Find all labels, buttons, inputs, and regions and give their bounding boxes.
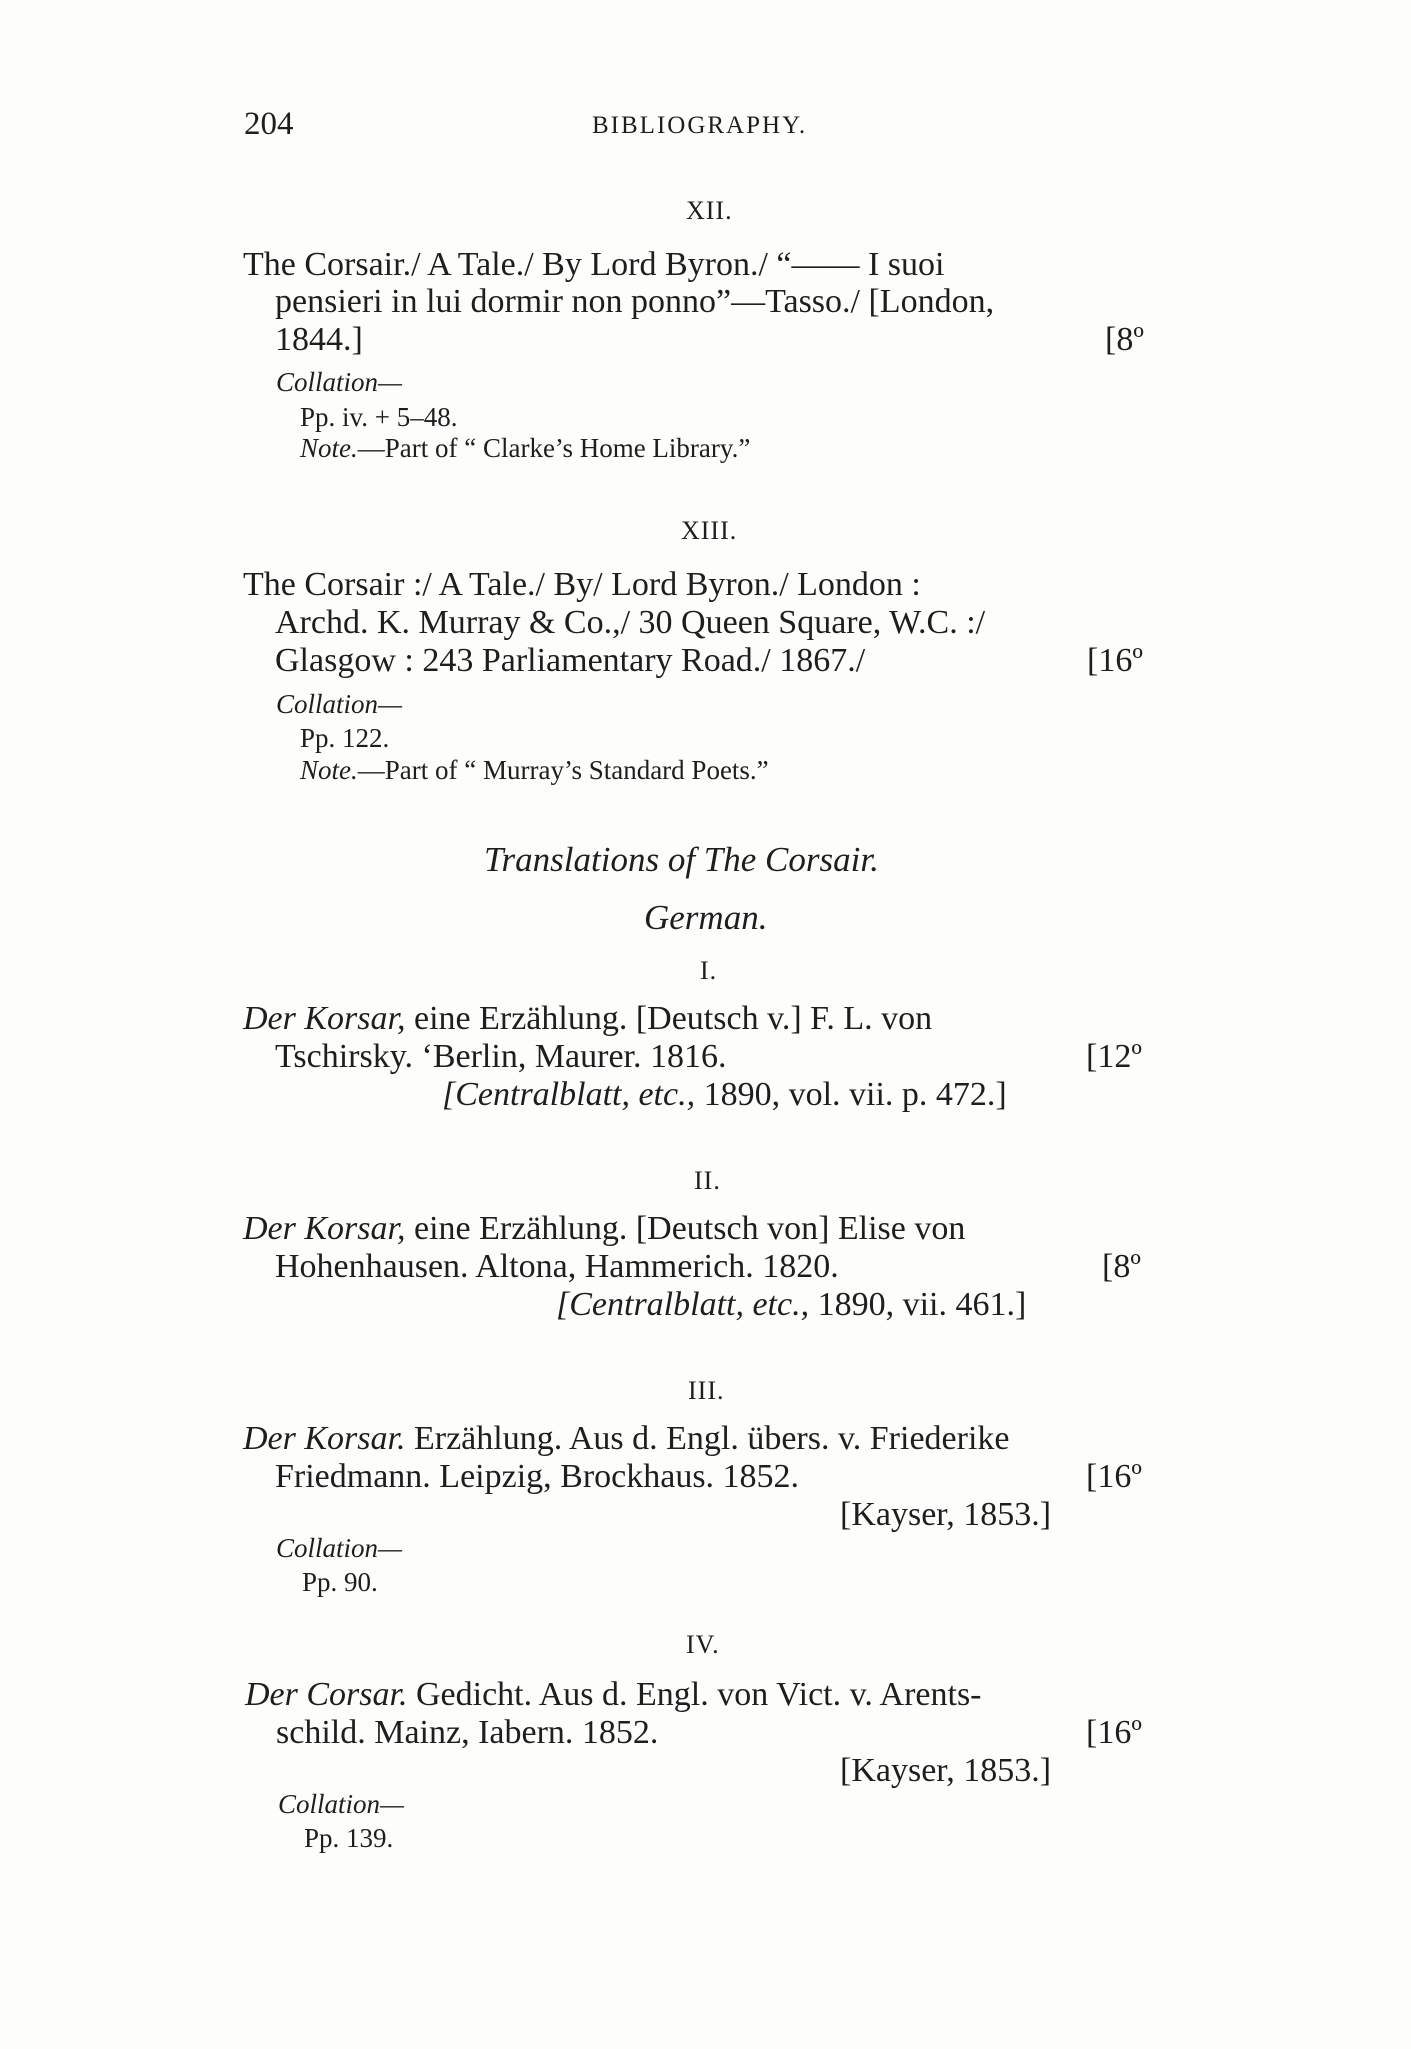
- entry-line: Hohenhausen. Altona, Hammerich. 1820.: [275, 1248, 839, 1285]
- note-text: —Part of “ Murray’s Standard Poets.”: [357, 755, 769, 785]
- translation-title: Der Corsar.: [245, 1676, 408, 1713]
- entry-text: Gedicht. Aus d. Engl. von Vict. v. Arents-: [407, 1676, 982, 1713]
- reference-source: [Centralblatt, etc.,: [556, 1286, 810, 1323]
- entry-line: The Corsair :/ A Tale./ By/ Lord Byron./ London :: [243, 566, 921, 603]
- reference: [556, 1286, 1026, 1324]
- reference: [442, 1076, 1007, 1114]
- note-label: Note.: [300, 755, 358, 785]
- entry-numeral: XIII.: [681, 516, 738, 545]
- entry-line: The Corsair./ A Tale./ By Lord Byron./ “—— I suoi: [243, 246, 945, 283]
- entry-line: Tschirsky. ‘Berlin, Maurer. 1816.: [275, 1038, 727, 1075]
- collation-label: Collation—: [276, 1533, 403, 1563]
- format-note: [8º: [1102, 1248, 1141, 1285]
- collation-label: Collation—: [276, 367, 403, 397]
- reference-detail: 1890, vol. vii. p. 472.]: [695, 1076, 1007, 1113]
- language-heading: German.: [644, 898, 768, 937]
- entry-line: 1844.]: [275, 321, 363, 358]
- reference-detail: 1890, vii. 461.]: [809, 1286, 1027, 1323]
- format-note: [16º: [1086, 1458, 1142, 1495]
- entry-numeral: I.: [700, 956, 718, 985]
- entry-numeral: XII.: [686, 196, 733, 225]
- entry-numeral: IV.: [686, 1630, 720, 1659]
- entry-line: Glasgow : 243 Parliamentary Road./ 1867./: [275, 642, 866, 679]
- collation-label: Collation—: [278, 1789, 405, 1819]
- entry-numeral: III.: [688, 1376, 725, 1405]
- reference-source: [Centralblatt, etc.,: [442, 1076, 696, 1113]
- entry-line: [243, 1420, 1009, 1458]
- entry-note: [300, 432, 750, 464]
- entry-line: pensieri in lui dormir non ponno”—Tasso./ [London,: [275, 283, 995, 320]
- reference: [Kayser, 1853.]: [840, 1496, 1052, 1533]
- entry-numeral: II.: [694, 1166, 721, 1195]
- entry-text: Erzählung. Aus d. Engl. übers. v. Friederike: [405, 1420, 1010, 1457]
- entry-line: [245, 1676, 982, 1714]
- entry-line: [243, 1000, 932, 1038]
- collation-pages: Pp. 139.: [304, 1823, 394, 1853]
- collation-pages: Pp. 90.: [302, 1567, 378, 1597]
- entry-text: eine Erzählung. [Deutsch von] Elise von: [405, 1210, 966, 1247]
- collation-label: Collation—: [276, 689, 403, 719]
- entry-line: schild. Mainz, Iabern. 1852.: [276, 1714, 659, 1751]
- translation-title: Der Korsar,: [243, 1000, 406, 1037]
- running-title: BIBLIOGRAPHY.: [592, 112, 808, 139]
- entry-note: [300, 754, 769, 786]
- collation-pages: Pp. 122.: [300, 723, 390, 753]
- translation-title: Der Korsar,: [243, 1210, 406, 1247]
- note-text: —Part of “ Clarke’s Home Library.”: [357, 433, 751, 463]
- entry-line: [243, 1210, 965, 1248]
- entry-text: eine Erzählung. [Deutsch v.] F. L. von: [405, 1000, 933, 1037]
- entry-line: Friedmann. Leipzig, Brockhaus. 1852.: [275, 1458, 800, 1495]
- translations-heading: Translations of The Corsair.: [484, 840, 879, 879]
- format-note: [8º: [1105, 321, 1144, 358]
- note-label: Note.: [300, 433, 358, 463]
- format-note: [12º: [1086, 1038, 1142, 1075]
- entry-line: Archd. K. Murray & Co.,/ 30 Queen Square, W.C. :/: [275, 604, 986, 641]
- collation-pages: Pp. iv. + 5–48.: [300, 402, 458, 432]
- reference: [Kayser, 1853.]: [840, 1752, 1052, 1789]
- format-note: [16º: [1086, 1714, 1142, 1751]
- translation-title: Der Korsar.: [243, 1420, 406, 1457]
- page-number: 204: [244, 106, 294, 142]
- format-note: [16º: [1087, 642, 1143, 679]
